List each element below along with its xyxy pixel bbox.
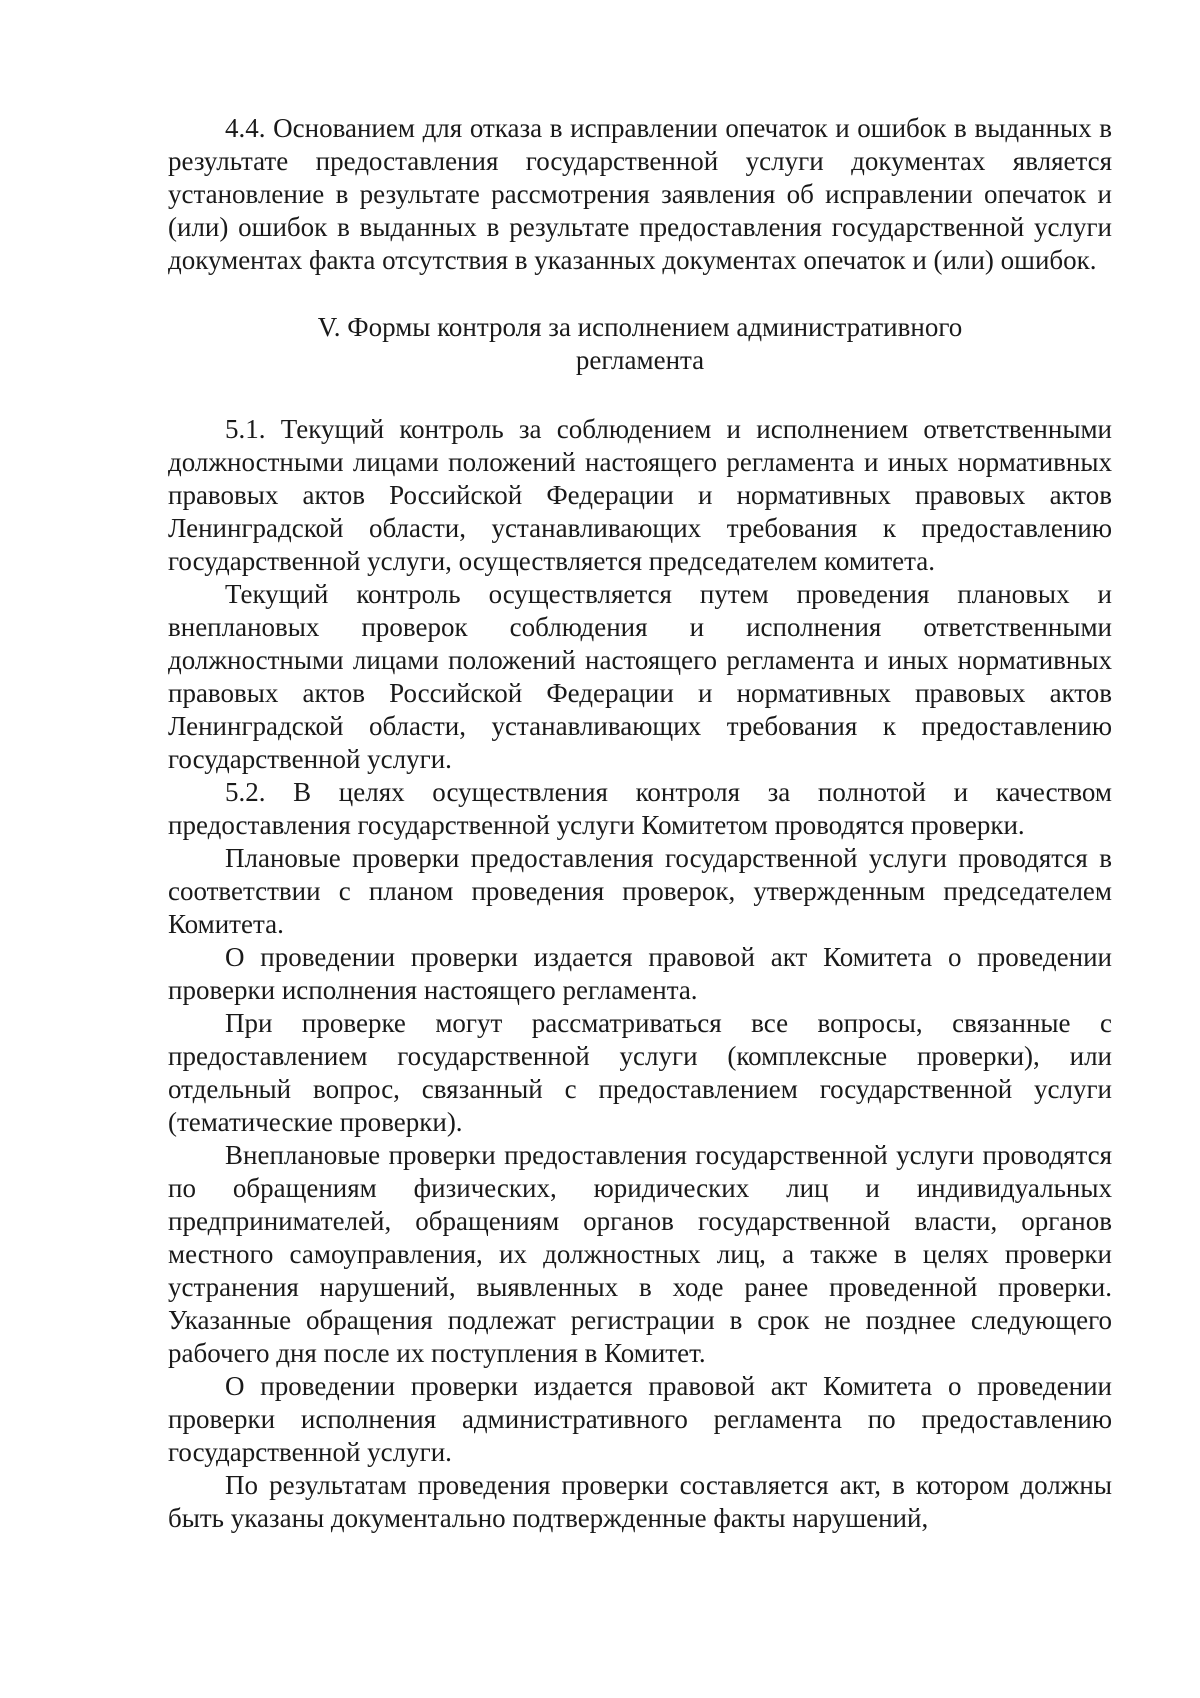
section-title-line-1: V. Формы контроля за исполнением административного [317,312,963,342]
paragraph-check-act-regulation: О проведении проверки издается правовой акт Комитета о проведении проверки исполнения административного регламента по предоставлению государственной услуги. [168,1371,1112,1467]
section-title [168,311,1112,377]
document-body [168,112,1112,1535]
paragraph-5-1: 5.1. Текущий контроль за соблюдением и исполнением ответственными должностными лицами положений настоящего регламента и иных нормативных правовых актов Российской Федерации и нормативных правовых актов Ленинградской области, устанавливающих требования к предоставлению государственной услуги, осуществляется председателем комитета. [168,414,1112,576]
paragraph-check-act: О проведении проверки издается правовой акт Комитета о проведении проверки исполнения настоящего регламента. [168,942,1112,1005]
paragraph-5-2: 5.2. В целях осуществления контроля за полнотой и качеством предоставления государственной услуги Комитетом проводятся проверки. [168,777,1112,840]
paragraph-current-control: Текущий контроль осуществляется путем проведения плановых и внеплановых проверок соблюдения и исполнения ответственными должностными лицами положений настоящего регламента и иных нормативных правовых актов Российской Федерации и нормативных правовых актов Ленинградской области, устанавливающих требования к предоставлению государственной услуги. [168,579,1112,774]
paragraph-check-scope: При проверке могут рассматриваться все вопросы, связанные с предоставлением государственной услуги (комплексные проверки), или отдельный вопрос, связанный с предоставлением государственной услуги (тематические проверки). [168,1008,1112,1137]
section-title-line-2: регламента [575,345,705,375]
paragraph-4-4: 4.4. Основанием для отказа в исправлении опечаток и ошибок в выданных в результате предоставления государственной услуги документах является установление в результате рассмотрения заявления об исправлении опечаток и (или) ошибок в выданных в результате предоставления государственной услуги документах факта отсутствия в указанных документах опечаток и (или) ошибок. [168,113,1112,275]
paragraph-unplanned-checks: Внеплановые проверки предоставления государственной услуги проводятся по обращениям физических, юридических лиц и индивидуальных предпринимателей, обращениям органов государственной власти, органов местного самоуправления, их должностных лиц, а также в целях проверки устранения нарушений, выявленных в ходе ранее проведенной проверки. Указанные обращения подлежат регистрации в срок не позднее следующего рабочего дня после их поступления в Комитет. [168,1140,1112,1368]
paragraph-planned-checks: Плановые проверки предоставления государственной услуги проводятся в соответствии с планом проведения проверок, утвержденным председателем Комитета. [168,843,1112,939]
paragraph-check-results: По результатам проведения проверки составляется акт, в котором должны быть указаны документально подтвержденные факты нарушений, [168,1470,1112,1533]
